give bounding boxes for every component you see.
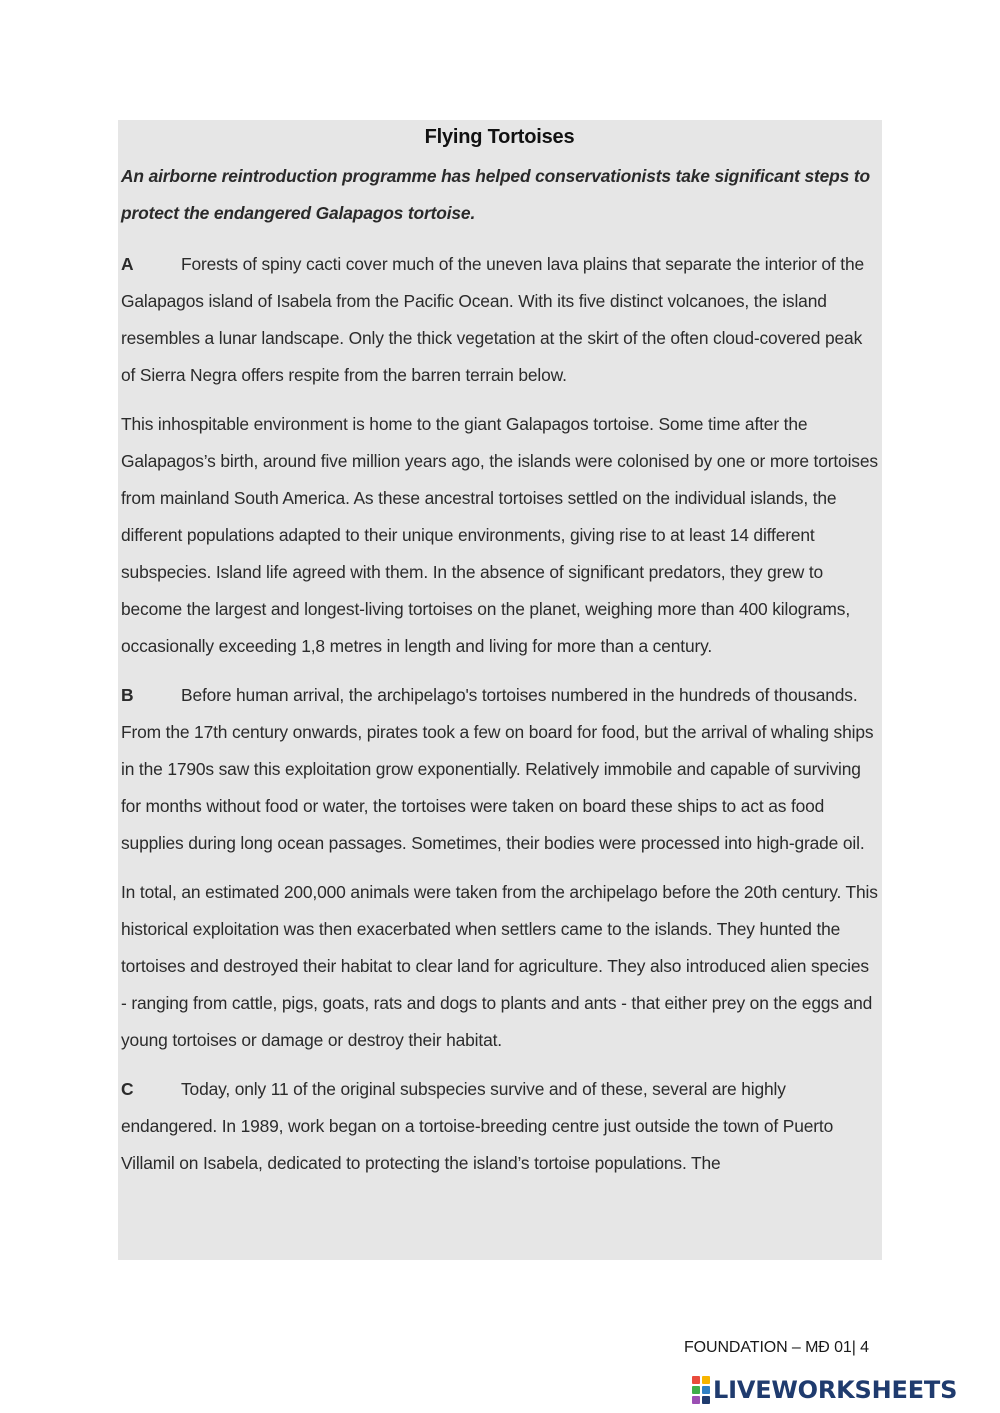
page-footer: FOUNDATION – MĐ 01| 4	[684, 1339, 869, 1356]
paragraph-b	[121, 677, 878, 862]
logo-tile	[702, 1386, 710, 1394]
paragraph-text: Today, only 11 of the original subspecies survive and of these, several are highly endangered. In 1989, work began on a tortoise-breeding centre just outside the town of Puerto Villamil on Isabela, dedicated to protecting the island’s tortoise populations. The	[121, 1079, 834, 1173]
logo-tile	[702, 1376, 710, 1384]
paragraph-text: Before human arrival, the archipelago's tortoises numbered in the hundreds of thousands. From the 17th century onwards, pirates took a few on board for food, but the arrival of whaling ships in the 1790s saw this exploitation grow exponentially. Relatively immobile and capable of surviving for months without food or water, the tortoises were taken on board these ships to act as food supplies during long ocean passages. Sometimes, their bodies were processed into high-grade oil.	[121, 685, 874, 853]
paragraph-label-b: B	[121, 685, 134, 705]
paragraph-label-c: C	[121, 1079, 134, 1099]
logo-tile	[702, 1396, 710, 1404]
logo-tile	[692, 1376, 700, 1384]
paragraph-b-continued	[121, 874, 878, 1059]
paragraph-text: This inhospitable environment is home to the giant Galapagos tortoise. Some time after the Galapagos’s birth, around five million years ago, the islands were colonised by one or more tortoises from mainland South America. As these ancestral tortoises settled on the individual islands, the different populations adapted to their unique environments, giving rise to at least 14 different subspecies. Island life agreed with them. In the absence of significant predators, they grew to become the largest and longest-living tortoises on the planet, weighing more than 400 kilograms, occasionally exceeding 1,8 metres in length and living for more than a century.	[121, 414, 878, 656]
passage-subtitle: An airborne reintroduction programme has helped conservationists take significant steps to protect the endangered Galapagos tortoise.	[121, 166, 870, 223]
liveworksheets-logo-icon	[692, 1376, 710, 1404]
paragraph-c	[121, 1071, 878, 1182]
paragraph-a	[121, 246, 878, 394]
logo-tile	[692, 1396, 700, 1404]
paragraph-text: Forests of spiny cacti cover much of the uneven lava plains that separate the interior of the Galapagos island of Isabela from the Pacific Ocean. With its five distinct volcanoes, the island resembles a lunar landscape. Only the thick vegetation at the skirt of the often cloud-covered peak of Sierra Negra offers respite from the barren terrain below.	[121, 254, 865, 385]
reading-passage	[118, 120, 882, 1260]
passage-title: Flying Tortoises	[424, 126, 575, 148]
paragraph-a-continued	[121, 406, 878, 665]
paragraph-text: In total, an estimated 200,000 animals were taken from the archipelago before the 20th century. This historical exploitation was then exacerbated when settlers came to the islands. They hunted the tortoises and destroyed their habitat to clear land for agriculture. They also introduced alien species - ranging from cattle, pigs, goats, rats and dogs to plants and ants - that either prey on the eggs and young tortoises or damage or destroy their habitat.	[121, 882, 878, 1050]
paragraph-label-a: A	[121, 254, 134, 274]
liveworksheets-logo[interactable]	[692, 1374, 957, 1406]
brand-name: LIVEWORKSHEETS	[713, 1376, 958, 1404]
logo-tile	[692, 1386, 700, 1394]
